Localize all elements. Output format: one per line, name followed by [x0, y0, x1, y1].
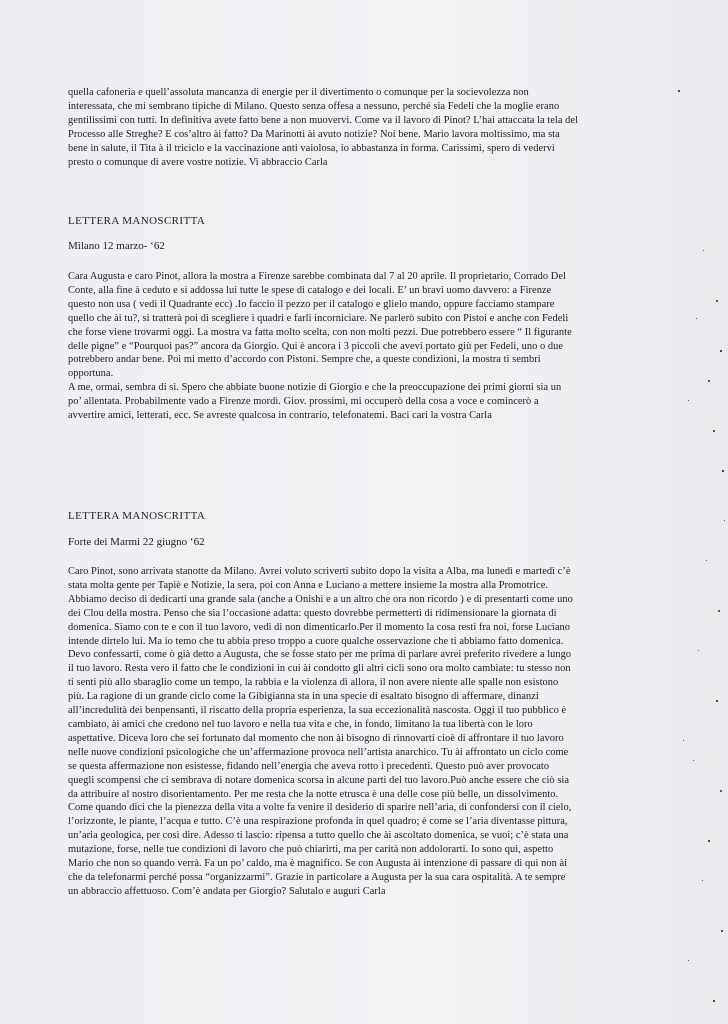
- text-line: Conte, alla fine à ceduto e si addossa lui tutte le spese di catalogo e dei locali. E’ un bravi uomo davvero: a Firenze: [68, 284, 552, 296]
- text-line: dei Clou della mostra. Penso che sia l’occasione adatta: questo dovrebbe permetterti di ridimensionare la giornata di: [68, 607, 557, 619]
- text-line: bene in salute, il Tita à il triciclo e la vaccinazione anti vaiolosa, io abbastanza in forma. Carissimi, spero di vedervi: [68, 142, 555, 154]
- text-line: Processo alle Streghe? E cos’altro ài fatto? Da Marinotti ài avuto notizie? Noi bene. Mario lavora moltissimo, ma sta: [68, 128, 560, 140]
- speck: [698, 650, 699, 651]
- text-line: Abbiamo deciso di dedicarti una grande sala (anche a Onishi e a un altro che ora non ricordo ) e di presentarti come uno: [68, 593, 573, 605]
- text-line: stata molta gente per Tapiè e Notizie, la sera, poi con Anna e Luciano a mettere insieme la mostra alla Promotrice.: [68, 579, 549, 591]
- text-line: Devo confessarti, come ò già detto a Augusta, che se fosse stato per me prima di parlare avrei preferito rivedere a lungo: [68, 649, 572, 661]
- text-line: cambiato, ài amici che credono nel tuo lavoro e nella tua vita e che, in fondo, limitano la tua libertà con le loro: [68, 718, 533, 730]
- speck: [713, 430, 715, 432]
- speck: [696, 318, 697, 319]
- text-line: Come quando dici che la pienezza della vita a volte fa venire il desiderio di sparire nell’aria, di confondersi con il cielo,: [68, 802, 572, 814]
- text-line: potrebbero andar bene. Poi mi metto d’accordo con Pistoni. Sempre che, a queste condizioni, la mostra ti sembri: [68, 354, 541, 366]
- text-line: A me, ormai, sembra di sì. Spero che abbiate buone notizie di Giorgio e che la preoccupazione dei primi giorni sia un: [68, 382, 562, 394]
- text-line: un’aria geologica, per così dire. Adesso ti lascio: ripensa a tutto quello che ài ascoltato domenica, se vuoi; c’è stata una: [68, 830, 569, 842]
- letter-3-date: Forte dei Marmi 22 giugno ‘62: [68, 536, 205, 548]
- speck: [678, 90, 680, 92]
- text-line: quello che ài tu?, si tratterà poi di scegliere i quadri e farli incorniciare. Ne parlerò subito con Pistoi e anche con Fedeli: [68, 312, 569, 324]
- speck: [683, 740, 684, 741]
- text-line: ti senti più allo sbaraglio come un tempo, la rabbia e la violenza di allora, il non avere niente alle spalle non esistono: [68, 677, 559, 689]
- speck: [716, 300, 718, 302]
- text-line: presto o comunque di avere vostre notizie. Vi abbraccio Carla: [68, 156, 328, 168]
- text-line: avvertire amici, letterati, ecc. Se avreste qualcosa in contrario, telefonatemi. Baci cari la vostra Carla: [68, 410, 492, 422]
- speck: [720, 350, 722, 352]
- text-line: quella cafoneria e quell’assoluta mancanza di energie per il divertimento o comunque per la socievolezza non: [68, 87, 529, 98]
- speck: [708, 840, 710, 842]
- letter-2-heading: LETTERA MANOSCRITTA: [68, 215, 206, 227]
- text-line: all’incredulità dei benpensanti, il riscatto della propria esperienza, la sua eccezionalità nascosta. Oggi il tuo pubblico è: [68, 705, 567, 717]
- letter-1-body: [68, 86, 658, 169]
- letter-1-text: [68, 86, 658, 169]
- text-line: più. La ragione di un grande ciclo come la Gibigianna sta in una specie di esaltato bisogno di affermare, dinanzi: [68, 691, 539, 703]
- speck: [721, 930, 723, 932]
- text-line: aspettative. Diceva loro che sei fortunato dal momento che non ài bisogno di rinnovarti cioè di affrontare il tuo lavoro: [68, 732, 564, 744]
- speck: [718, 610, 720, 612]
- text-line: l’orizzonte, le piante, l’acqua e tutto. C’è una respirazione profonda in quel quadro; è come se l’aria diventasse pittura,: [68, 816, 568, 828]
- text-line: domenica. Siamo con te e con il tuo lavoro, vedi di non dimenticarlo.Per il momento la cosa resti fra noi, forse Luciano: [68, 621, 571, 633]
- text-line: Caro Pinot, sono arrivata stanotte da Milano. Avrei voluto scriverti subito dopo la visita a Alba, ma lunedì e martedì c’è: [68, 566, 571, 577]
- text-line: quegli scompensi che ci sembrava di notare domenica scorsa in alcune parti del tuo lavoro.Può anche essere che ciò sia: [68, 774, 570, 786]
- text-line: intende dirtelo lui. Ma io temo che tu abbia preso troppo a cuore qualche osservazione che ti abbiamo fatto domenica.: [68, 635, 564, 647]
- letter-2-body: [68, 270, 658, 423]
- text-line: che forse viene trovarmi oggi. La mostra va fatta molto scelta, con non molti pezzi. Due potrebbero essere “ Il figurante: [68, 326, 572, 338]
- speck: [706, 560, 707, 561]
- speck: [688, 960, 689, 961]
- text-line: po’ allentata. Probabilmente vado a Firenze mordì. Giov. prossimi, mi occuperò della cosa a voce e comincerò a: [68, 396, 539, 408]
- text-line: un abbraccio affettuoso. Com’è andata per Giorgio? Salutalo e auguri Carla: [68, 885, 386, 897]
- speck: [702, 880, 703, 881]
- text-line: opportuna.: [68, 368, 114, 380]
- speck: [713, 1000, 715, 1002]
- letter-3-heading: LETTERA MANOSCRITTA: [68, 510, 206, 522]
- text-line: se questa affermazione non esistesse, fidando nell’energia che aveva rotto i precedenti. Questo può aver provocato: [68, 760, 550, 772]
- text-line: nelle nuove condizioni psicologiche che un’affermazione provoca nell’artista anarchico. Tu ài affrontato un ciclo come: [68, 746, 569, 758]
- letter-3-text: [68, 565, 658, 899]
- text-line: delle pigne” e “Pourquoi pas?” ancora da Giorgio. Qui è ancora i 3 piccoli che avevi portato giù per Fedeli, uno o due: [68, 340, 564, 352]
- letter-2-date: Milano 12 marzo- ‘62: [68, 240, 165, 252]
- letter-2-text: [68, 270, 658, 423]
- letter-3-body: [68, 565, 658, 899]
- speck: [693, 760, 694, 761]
- speck: [708, 380, 710, 382]
- text-line: Mario che non so quando verrà. Fa un po’ caldo, ma è magnifico. Se con Augusta ài intenzione di passare di qui non ài: [68, 858, 568, 870]
- scan-speckles: [658, 0, 728, 1024]
- text-line: questo non usa ( vedi il Quadrante ecc) .Io faccio il pezzo per il catalogo e glielo mando, oppure facciamo stampare: [68, 298, 555, 310]
- speck: [724, 520, 725, 521]
- speck: [722, 470, 724, 472]
- text-line: il tuo lavoro. Resta vero il fatto che le condizioni in cui ài condotto gli altri cicli sono ora molto cambiate: tu stesso non: [68, 663, 571, 675]
- speck: [716, 700, 718, 702]
- text-line: gentilissimi con tutti. In definitiva avete fatto bene a non muovervi. Come va il lavoro di Pinot? L’hai attaccata la tela del: [68, 114, 578, 126]
- speck: [720, 790, 722, 792]
- text-line: da attribuire al nostro disorientamento. Per me resta che la notte etrusca è una delle cose più belle, un dissolvimento.: [68, 788, 559, 800]
- text-line: interessata, che mi sembrano tipiche di Milano. Questo senza offesa a nessuno, perché sia Fedeli che la moglie erano: [68, 100, 560, 112]
- speck: [703, 250, 704, 251]
- text-line: mutazione, forse, nelle tue condizioni di lavoro che può chiarirti, ma per carità non addolorarti. Io sono qui, aspetto: [68, 844, 554, 856]
- speck: [688, 400, 689, 401]
- text-line: che da telefonarmi perché possa “organizzarmi”. Grazie in particolare a Augusta per la sua cara ospitalità. A te sempre: [68, 871, 566, 883]
- text-line: Cara Augusta e caro Pinot, allora la mostra a Firenze sarebbe combinata dal 7 al 20 aprile. Il proprietario, Corrado Del: [68, 271, 566, 282]
